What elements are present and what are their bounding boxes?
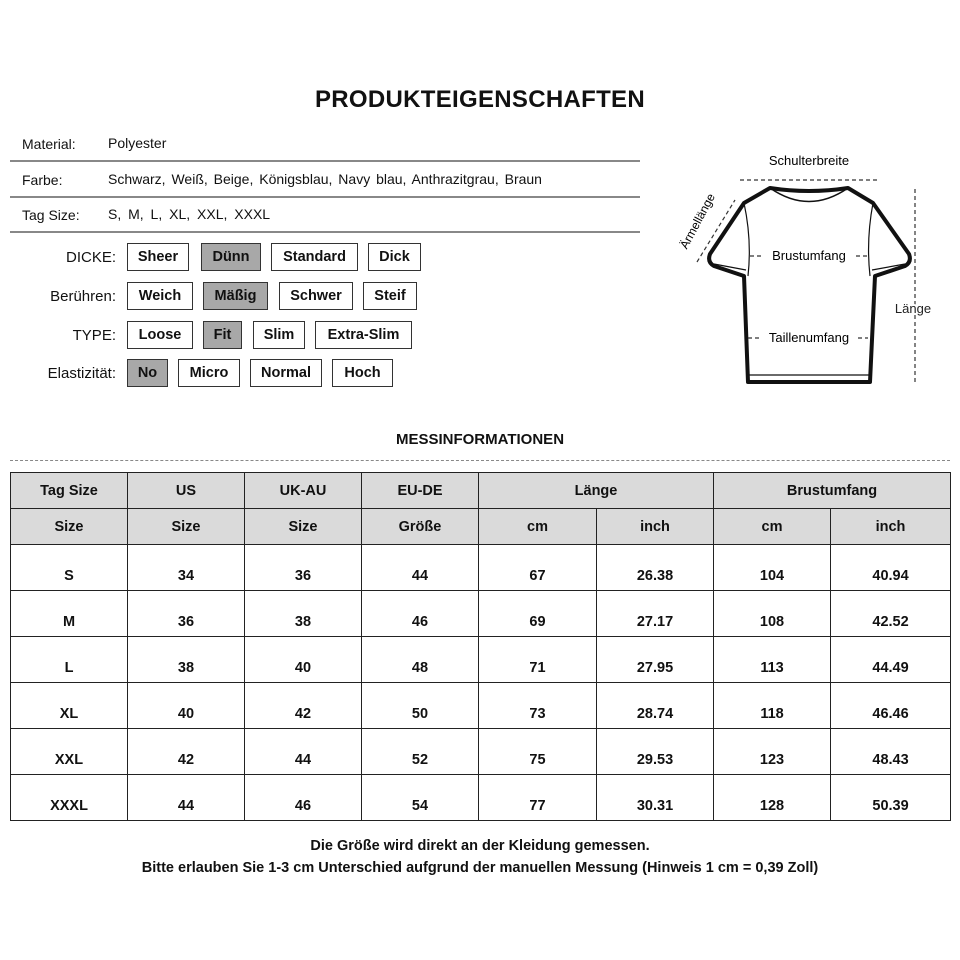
table-cell: 67 [479, 545, 597, 591]
option-weich: Weich [127, 282, 193, 310]
page-title: PRODUKTEIGENSCHAFTEN [314, 86, 645, 113]
waist-label: Taillenumfang [768, 330, 850, 345]
table-row [11, 729, 951, 775]
table-cell: 54 [362, 775, 479, 821]
table-cell: M [11, 591, 128, 637]
option-no: No [127, 359, 168, 387]
table-cell: 44 [245, 729, 362, 775]
table-cell: 128 [714, 775, 831, 821]
subheader-cell: inch [831, 509, 951, 545]
subheader-cell: inch [597, 509, 714, 545]
table-cell: 34 [128, 545, 245, 591]
table-cell: 30.31 [597, 775, 714, 821]
footer-note: Bitte erlauben Sie 1-3 cm Unterschied aufgrund der manuellen Messung (Hinweis 1 cm = 0,39 Zoll) [141, 860, 819, 876]
option-label: TYPE: [72, 327, 116, 344]
table-cell: 44 [362, 545, 479, 591]
table-cell: 46 [245, 775, 362, 821]
table-cell: XXXL [11, 775, 128, 821]
table-row [11, 775, 951, 821]
option-micro: Micro [178, 359, 240, 387]
subheader-cell: Size [128, 509, 245, 545]
subheader-cell: Size [11, 509, 128, 545]
footer-note: Die Größe wird direkt an der Kleidung gemessen. [310, 838, 650, 854]
length-label: Länge [894, 301, 932, 316]
option-mäßig: Mäßig [203, 282, 268, 310]
table-cell: 52 [362, 729, 479, 775]
table-cell: 27.17 [597, 591, 714, 637]
option-label: Elastizität: [47, 365, 116, 382]
chest-label: Brustumfang [772, 248, 846, 263]
table-cell: 118 [714, 683, 831, 729]
table-cell: 38 [245, 591, 362, 637]
option-label: Berühren: [50, 288, 116, 305]
table-row [11, 591, 951, 637]
tag-size-label: Tag Size: [22, 207, 80, 223]
tag-size-value: S, M, L, XL, XXL, XXXL [108, 206, 271, 222]
header-row [11, 473, 951, 509]
material-label: Material: [22, 136, 76, 152]
subheader-cell: Size [245, 509, 362, 545]
subheader-row [11, 509, 951, 545]
option-extra-slim: Extra-Slim [315, 321, 412, 349]
option-loose: Loose [127, 321, 193, 349]
table-cell: 71 [479, 637, 597, 683]
table-cell: L [11, 637, 128, 683]
option-standard: Standard [271, 243, 358, 271]
table-cell: 28.74 [597, 683, 714, 729]
header-cell: Länge [479, 473, 714, 509]
table-cell: S [11, 545, 128, 591]
tshirt-icon [709, 188, 910, 382]
shoulder-label: Schulterbreite [768, 153, 850, 168]
table-cell: 42.52 [831, 591, 951, 637]
option-sheer: Sheer [127, 243, 189, 271]
table-cell: 44 [128, 775, 245, 821]
option-label: DICKE: [65, 249, 116, 266]
table-cell: 48.43 [831, 729, 951, 775]
option-dünn: Dünn [201, 243, 261, 271]
subheader-cell: Größe [362, 509, 479, 545]
option-steif: Steif [363, 282, 417, 310]
material-value: Polyester [108, 135, 167, 151]
table-cell: 26.38 [597, 545, 714, 591]
table-cell: 27.95 [597, 637, 714, 683]
table-cell: 42 [245, 683, 362, 729]
table-cell: XXL [11, 729, 128, 775]
size-table [10, 472, 951, 821]
color-label: Farbe: [22, 172, 63, 188]
subheader-cell: cm [479, 509, 597, 545]
table-cell: 73 [479, 683, 597, 729]
sleeve-label: Ärmellänge [677, 191, 718, 252]
color-value: Schwarz, Weiß, Beige, Königsblau, Navy blau, Anthrazitgrau, Braun [108, 171, 542, 187]
table-cell: 46.46 [831, 683, 951, 729]
option-slim: Slim [253, 321, 305, 349]
table-cell: 75 [479, 729, 597, 775]
option-hoch: Hoch [332, 359, 393, 387]
table-cell: 113 [714, 637, 831, 683]
table-cell: 44.49 [831, 637, 951, 683]
table-cell: 36 [128, 591, 245, 637]
subheader-cell: cm [714, 509, 831, 545]
table-cell: 40 [245, 637, 362, 683]
table-cell: 46 [362, 591, 479, 637]
header-cell: Tag Size [11, 473, 128, 509]
header-cell: UK-AU [245, 473, 362, 509]
option-normal: Normal [250, 359, 322, 387]
table-cell: 108 [714, 591, 831, 637]
tshirt-diagram [0, 0, 960, 400]
header-cell: Brustumfang [714, 473, 951, 509]
table-row [11, 637, 951, 683]
table-cell: 123 [714, 729, 831, 775]
table-cell: 40.94 [831, 545, 951, 591]
option-dick: Dick [368, 243, 421, 271]
table-cell: 40 [128, 683, 245, 729]
table-cell: XL [11, 683, 128, 729]
table-cell: 38 [128, 637, 245, 683]
table-cell: 77 [479, 775, 597, 821]
option-schwer: Schwer [279, 282, 353, 310]
table-cell: 50 [362, 683, 479, 729]
table-cell: 29.53 [597, 729, 714, 775]
header-cell: US [128, 473, 245, 509]
measurement-title: MESSINFORMATIONEN [395, 431, 565, 448]
dashed-divider [10, 460, 950, 461]
table-row [11, 683, 951, 729]
table-cell: 104 [714, 545, 831, 591]
table-cell: 69 [479, 591, 597, 637]
table-cell: 50.39 [831, 775, 951, 821]
option-fit: Fit [203, 321, 242, 349]
table-cell: 42 [128, 729, 245, 775]
header-cell: EU-DE [362, 473, 479, 509]
table-cell: 48 [362, 637, 479, 683]
table-row [11, 545, 951, 591]
table-cell: 36 [245, 545, 362, 591]
